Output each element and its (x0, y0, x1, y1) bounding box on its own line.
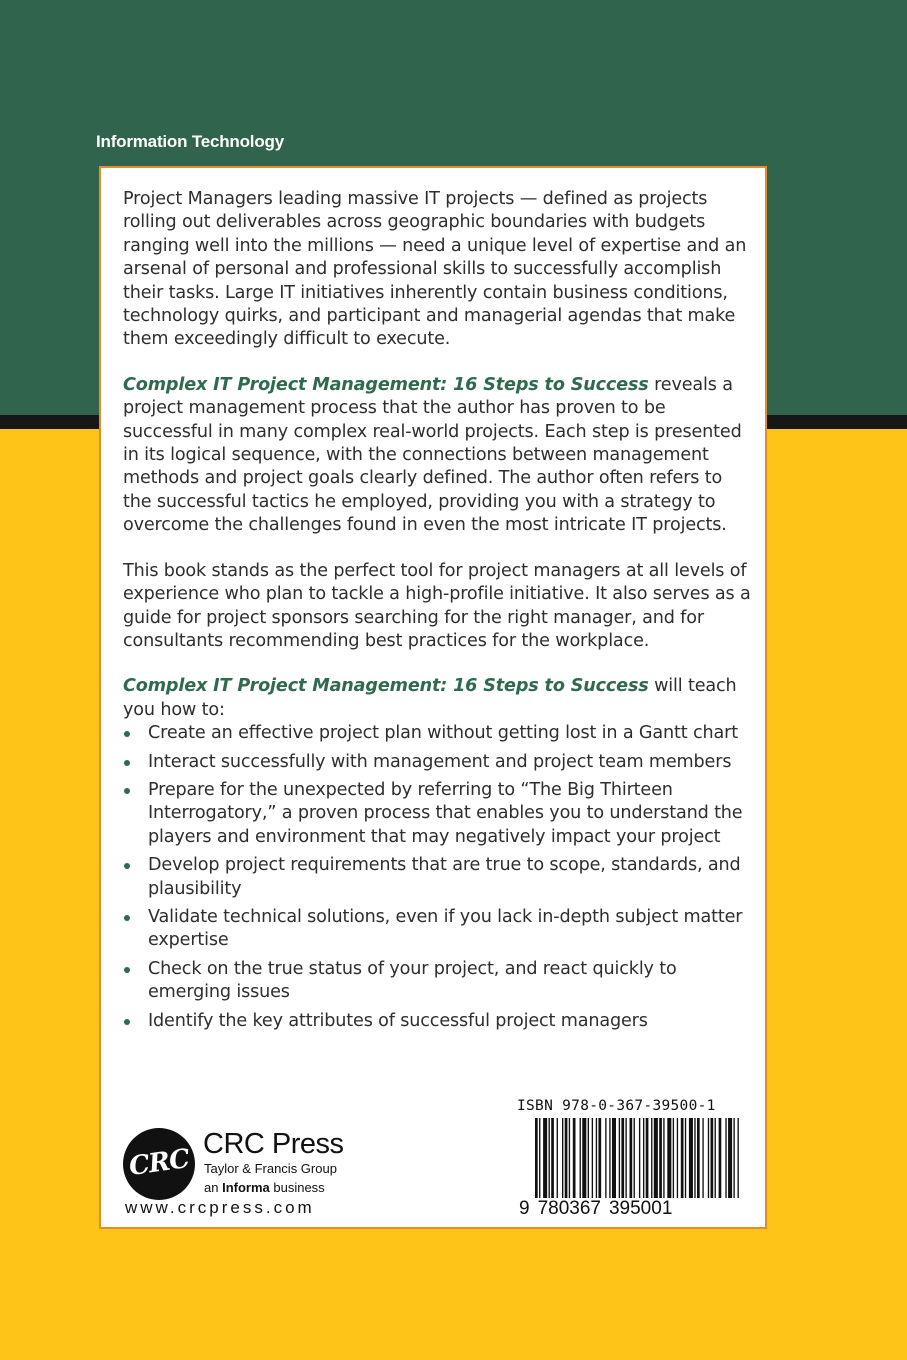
barcode-bar (663, 1118, 664, 1198)
barcode-bar (580, 1118, 581, 1198)
barcode-bar (605, 1118, 606, 1198)
barcode-bar (612, 1118, 616, 1198)
list-item: Create an effective project plan without getting lost in a Gantt chart (123, 722, 753, 745)
list-item: Identify the key attributes of successful project managers (123, 1010, 753, 1033)
barcode-bar (621, 1118, 624, 1198)
barcode-bar (646, 1118, 649, 1198)
barcode-bar (543, 1118, 547, 1198)
barcode-bar (630, 1118, 633, 1198)
barcode-bar (725, 1118, 726, 1198)
barcode-bar (562, 1118, 563, 1198)
barcode-bar (689, 1118, 693, 1198)
barcode-digits: 9 780367 395001 (519, 1198, 673, 1219)
barcode-bar (677, 1118, 678, 1198)
list-item: Interact successfully with management and project team members (123, 751, 753, 774)
barcode-bar (702, 1118, 703, 1198)
barcode-icon (535, 1118, 741, 1198)
isbn-label: ISBN 978-0-367-39500-1 (517, 1098, 716, 1114)
barcode-bar (551, 1118, 554, 1198)
bullet-dot-icon (124, 967, 130, 973)
barcode-bar (535, 1118, 538, 1198)
barcode-bar (728, 1118, 732, 1198)
skills-list (123, 722, 753, 1033)
bullet-dot-icon (124, 863, 130, 869)
teach-intro-paragraph (123, 675, 753, 722)
barcode-bar (659, 1118, 662, 1198)
barcode-bar (667, 1118, 671, 1198)
barcode-bar (565, 1118, 568, 1198)
barcode-bar (596, 1118, 597, 1198)
barcode-bar (738, 1118, 739, 1198)
barcode-bar (549, 1118, 550, 1198)
book-title-repeat: Complex IT Project Management: 16 Steps to Success (123, 676, 649, 697)
barcode-bar (651, 1118, 652, 1198)
barcode-bar (685, 1118, 686, 1198)
barcode-bar (681, 1118, 684, 1198)
barcode-bar (715, 1118, 716, 1198)
description-panel (99, 166, 767, 1229)
barcode-bar (598, 1118, 601, 1198)
publisher-name: CRC Press (203, 1128, 344, 1160)
barcode-bar (609, 1118, 610, 1198)
barcode-bar (639, 1118, 640, 1198)
bullet-dot-icon (124, 788, 130, 794)
bullet-dot-icon (124, 760, 130, 766)
bullet-dot-icon (124, 915, 130, 921)
barcode-bar (557, 1118, 558, 1198)
barcode-bar (654, 1118, 658, 1198)
list-item: Validate technical solutions, even if you lack in-depth subject matter expertise (123, 906, 753, 953)
list-item: Check on the true status of your project, and react quickly to emerging issues (123, 958, 753, 1005)
barcode-bar (625, 1118, 626, 1198)
barcode-bar (711, 1118, 714, 1198)
barcode-bar (697, 1118, 700, 1198)
barcode-bar (569, 1118, 570, 1198)
list-item: Prepare for the unexpected by referring to “The Big Thirteen Interrogatory,” a proven process that enables you to understand the players and environment that may negatively impact your project (123, 779, 753, 849)
overview-paragraph (123, 374, 753, 538)
barcode-bar (573, 1118, 576, 1198)
list-item: Develop project requirements that are true to scope, standards, and plausibility (123, 854, 753, 901)
description-text (123, 188, 753, 1038)
barcode-bar (634, 1118, 635, 1198)
intro-paragraph: Project Managers leading massive IT projects — defined as projects rolling out deliverables across geographic boundaries with budgets ranging well into the millions — need a unique level of expertise and an arsenal of personal and professional skills to successfully accomplish their tasks. Large IT initiatives inherently contain business conditions, technology quirks, and participant and managerial agendas that make them exceedingly difficult to execute. (123, 189, 747, 350)
barcode-bar (673, 1118, 674, 1198)
publisher-url[interactable]: www.crcpress.com (125, 1198, 315, 1217)
book-title: Complex IT Project Management: 16 Steps to Success (123, 374, 649, 395)
barcode-bar (539, 1118, 540, 1198)
bullet-dot-icon (124, 731, 130, 737)
barcode-bar (643, 1118, 644, 1198)
audience-paragraph: This book stands as the perfect tool for project managers at all levels of experience who plan to tackle a high-profile initiative. It also serves as a guide for project sponsors searching for the right manager, and for consultants recommending best practices for the workplace. (123, 560, 751, 651)
crc-seal-icon: CRC (123, 1128, 195, 1200)
publisher-parent: an Informa business (204, 1180, 325, 1195)
barcode-bar (694, 1118, 695, 1198)
barcode-bar (582, 1118, 586, 1198)
barcode-bar (733, 1118, 734, 1198)
barcode-bar (719, 1118, 722, 1198)
barcode-bar (588, 1118, 589, 1198)
overview-text: reveals a project management process that the author has proven to be successful in many complex real-world projects. Each step is presented in its logical sequence, with the connections between management methods and project goals clearly defined. The author often refers to the successful tactics he employed, providing you with a strategy to overcome the challenges found in even the most intricate IT projects. (123, 374, 742, 536)
bullet-dot-icon (124, 1019, 130, 1025)
category-label: Information Technology (96, 132, 284, 151)
barcode-bar (708, 1118, 709, 1198)
publisher-group: Taylor & Francis Group (204, 1161, 337, 1176)
teach-intro-text: will teach you how to: (123, 676, 737, 720)
barcode-bar (619, 1118, 620, 1198)
barcode-bar (592, 1118, 593, 1198)
